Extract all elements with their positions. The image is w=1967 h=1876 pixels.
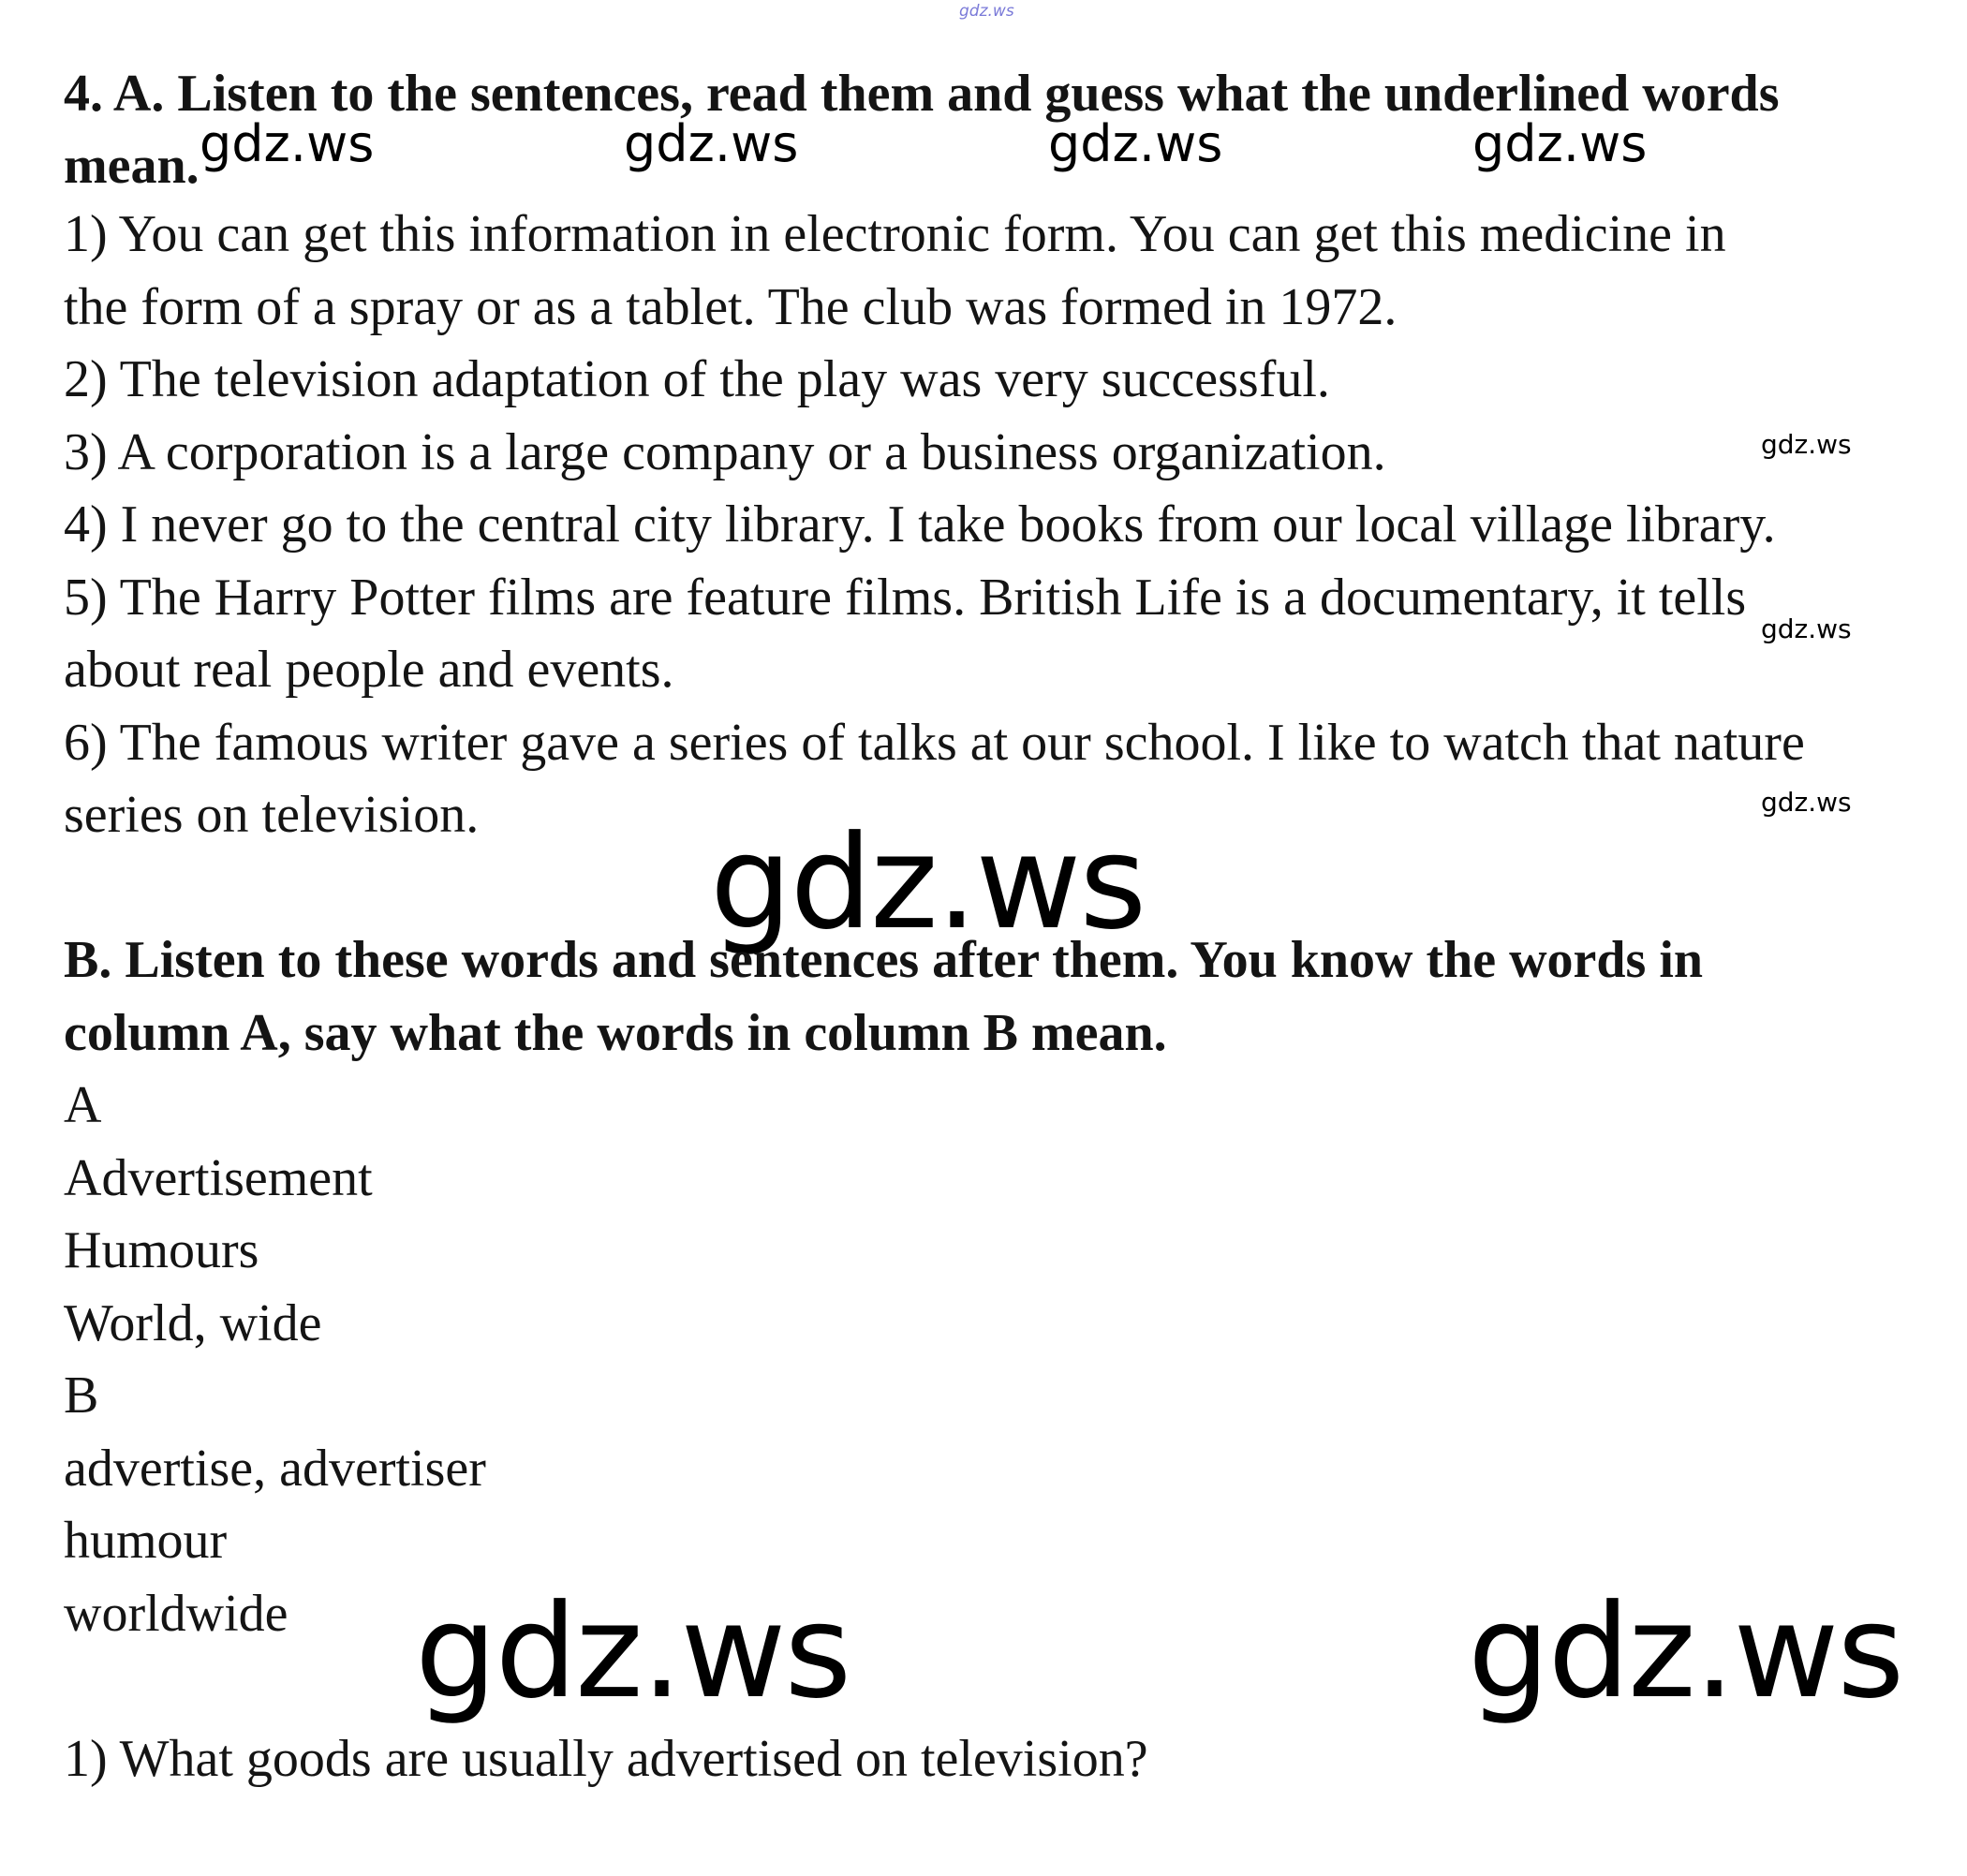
section-a-item-line: 2) The television adaptation of the play was very successful. bbox=[64, 350, 1330, 408]
watermark-row-1: gdz.ws bbox=[200, 114, 375, 173]
watermark-side-3: gdz.ws bbox=[1761, 787, 1852, 818]
section-a-item-line: the form of a spray or as a tablet. The club was formed in 1972. bbox=[64, 278, 1398, 336]
section-a-item-line: 3) A corporation is a large company or a business organization. bbox=[64, 423, 1386, 481]
column-a-word: Humours bbox=[64, 1221, 259, 1279]
watermark-top: gdz.ws bbox=[959, 2, 1014, 21]
section-b-heading-line-2: column A, say what the words in column B mean. bbox=[64, 1004, 1167, 1062]
section-a-item-line: about real people and events. bbox=[64, 641, 674, 699]
column-a-word: World, wide bbox=[64, 1294, 322, 1352]
column-b-word: humour bbox=[64, 1512, 228, 1570]
watermark-side-1: gdz.ws bbox=[1761, 429, 1852, 460]
question-1: 1) What goods are usually advertised on television? bbox=[64, 1730, 1148, 1788]
section-a-item-line: 6) The famous writer gave a series of talks at our school. I like to watch that nature bbox=[64, 714, 1805, 772]
section-a-item-line: series on television. bbox=[64, 786, 480, 844]
section-a-item-line: 4) I never go to the central city library. I take books from our local village library. bbox=[64, 495, 1776, 554]
section-b-heading-line-1: B. Listen to these words and sentences after them. You know the words in bbox=[64, 931, 1704, 989]
watermark-big-2: gdz.ws bbox=[415, 1576, 850, 1727]
watermark-row-4: gdz.ws bbox=[1472, 114, 1648, 173]
column-b-word: worldwide bbox=[64, 1585, 288, 1643]
watermark-big-3: gdz.ws bbox=[1468, 1576, 1903, 1727]
column-b-word: advertise, advertiser bbox=[64, 1440, 486, 1498]
section-a-item-line: 1) You can get this information in electronic form. You can get this medicine in bbox=[64, 205, 1726, 263]
section-a-heading-line-1: 4. A. Listen to the sentences, read them and guess what the underlined words bbox=[64, 65, 1780, 123]
watermark-big-1: gdz.ws bbox=[710, 807, 1146, 958]
column-b-label: B bbox=[64, 1366, 99, 1425]
section-a-item-line: 5) The Harry Potter films are feature films. British Life is a documentary, it tells bbox=[64, 569, 1747, 627]
watermark-side-2: gdz.ws bbox=[1761, 613, 1852, 644]
watermark-row-3: gdz.ws bbox=[1048, 114, 1223, 173]
column-a-label: A bbox=[64, 1076, 102, 1134]
watermark-row-2: gdz.ws bbox=[624, 114, 799, 173]
column-a-word: Advertisement bbox=[64, 1149, 373, 1207]
section-a-heading-line-2: mean. bbox=[64, 137, 200, 195]
